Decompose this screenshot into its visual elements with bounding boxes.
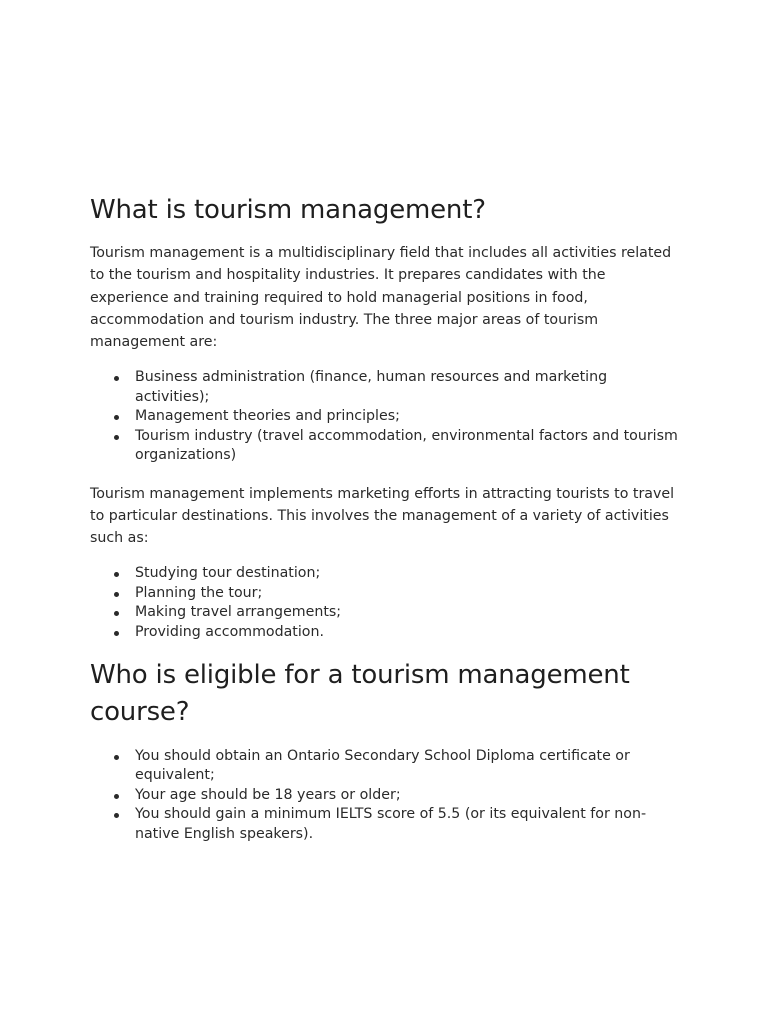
list-item: You should gain a minimum IELTS score of 5.5 (or its equivalent for non-native English speakers). (90, 805, 680, 844)
heading-who-is-eligible: Who is eligible for a tourism management course? (90, 660, 630, 728)
list-item: Studying tour destination; (90, 564, 680, 583)
activities-list (90, 564, 680, 642)
heading-what-is-tourism-management: What is tourism management? (90, 195, 486, 225)
activities-paragraph: Tourism management implements marketing efforts in attracting tourists to travel to particular destinations. This involves the management of a variety of activities such as: (90, 485, 675, 547)
article-body (90, 192, 680, 844)
major-areas-list (90, 368, 680, 465)
list-item: Business administration (finance, human resources and marketing activities); (90, 368, 680, 407)
list-item: Making travel arrangements; (90, 603, 680, 622)
list-item: Management theories and principles; (90, 407, 680, 426)
list-item: Tourism industry (travel accommodation, environmental factors and tourism organizations) (90, 427, 680, 466)
list-item: Planning the tour; (90, 584, 680, 603)
list-item: You should obtain an Ontario Secondary School Diploma certificate or equivalent; (90, 747, 680, 786)
list-item: Your age should be 18 years or older; (90, 786, 680, 805)
eligibility-requirements-list (90, 747, 680, 844)
intro-paragraph: Tourism management is a multidisciplinary field that includes all activities related to the tourism and hospitality industries. It prepares candidates with the experience and training required to hold managerial positions in food, accommodation and tourism industry. The three major areas of tourism management are: (90, 245, 672, 351)
list-item: Providing accommodation. (90, 623, 680, 642)
